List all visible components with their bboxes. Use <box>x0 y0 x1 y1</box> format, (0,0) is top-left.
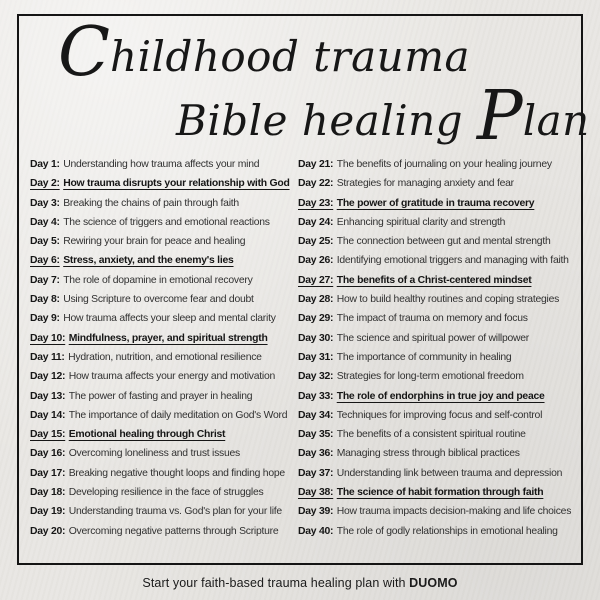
day-text: The benefits of a Christ-centered mindset <box>336 274 532 286</box>
title-line2-text: Bible healing <box>176 96 477 145</box>
day-item <box>298 174 578 193</box>
day-text: The power of fasting and prayer in healing <box>68 390 253 402</box>
day-text: The benefits of journaling on your healing journey <box>336 159 552 170</box>
day-text: Developing resilience in the face of struggles <box>68 487 264 499</box>
day-text: Hydration, nutrition, and emotional resilience <box>68 351 262 363</box>
day-label: Day 10: <box>30 332 66 344</box>
day-label: Day 5: <box>30 236 60 248</box>
day-label: Day 28: <box>298 294 334 306</box>
day-item <box>30 329 294 348</box>
day-label: Day 6: <box>30 255 60 267</box>
day-item <box>30 251 294 270</box>
day-label: Day 36: <box>298 448 334 460</box>
day-label: Day 15: <box>30 429 66 441</box>
day-text: How trauma affects your sleep and mental clarity <box>63 313 276 325</box>
day-label: Day 24: <box>298 216 334 228</box>
day-item <box>298 483 578 502</box>
day-item <box>298 406 578 425</box>
day-item <box>298 271 578 290</box>
day-label: Day 13: <box>30 390 66 402</box>
day-text: Managing stress through biblical practices <box>336 448 520 460</box>
day-item <box>298 348 578 367</box>
poster-title-line1 <box>58 13 471 93</box>
day-label: Day 40: <box>298 525 334 537</box>
day-text: The importance of community in healing <box>336 351 512 363</box>
day-item <box>30 444 294 463</box>
brand-name: DUOMO <box>409 576 458 590</box>
day-text: The importance of daily meditation on God's Word <box>68 409 288 421</box>
day-text: How trauma disrupts your relationship with God <box>63 178 290 190</box>
poster-title-line2 <box>176 77 590 157</box>
day-item <box>30 483 294 502</box>
day-text: The role of dopamine in emotional recovery <box>63 274 253 286</box>
day-label: Day 32: <box>298 371 334 383</box>
day-item <box>30 367 294 386</box>
day-text: Mindfulness, prayer, and spiritual strength <box>68 332 268 344</box>
day-item <box>298 251 578 270</box>
day-item <box>30 309 294 328</box>
days-column-left <box>30 155 294 541</box>
day-text: How trauma affects your energy and motivation <box>68 371 276 383</box>
day-label: Day 8: <box>30 294 60 306</box>
days-column-right <box>298 155 578 541</box>
day-text: Strategies for managing anxiety and fear <box>336 178 514 190</box>
day-label: Day 25: <box>298 236 334 248</box>
title-line1-text: hildhood trauma <box>110 32 471 81</box>
day-item <box>30 387 294 406</box>
day-label: Day 19: <box>30 506 66 518</box>
day-item <box>30 425 294 444</box>
day-text: The impact of trauma on memory and focus <box>336 313 528 325</box>
day-text: Stress, anxiety, and the enemy's lies <box>63 255 234 267</box>
day-text: Breaking the chains of pain through faith <box>63 197 239 209</box>
title-line2-rest: lan <box>522 96 590 145</box>
day-item <box>30 174 294 193</box>
day-label: Day 12: <box>30 371 66 383</box>
day-item <box>30 406 294 425</box>
day-label: Day 4: <box>30 216 60 228</box>
day-text: The connection between gut and mental strength <box>336 236 551 248</box>
day-label: Day 37: <box>298 467 334 479</box>
day-item <box>298 232 578 251</box>
day-text: The role of endorphins in true joy and peace <box>336 390 545 402</box>
day-text: Techniques for improving focus and self-control <box>336 409 543 421</box>
title-initial-p: P <box>476 77 523 157</box>
day-item <box>298 464 578 483</box>
day-item <box>30 502 294 521</box>
day-label: Day 1: <box>30 159 60 170</box>
day-label: Day 18: <box>30 487 66 499</box>
footer-text: Start your faith-based trauma healing plan with <box>142 576 410 590</box>
day-item <box>298 387 578 406</box>
day-item <box>298 194 578 213</box>
day-item <box>298 367 578 386</box>
title-initial-c: C <box>58 13 111 93</box>
day-label: Day 26: <box>298 255 334 267</box>
day-text: Understanding link between trauma and depression <box>336 467 563 479</box>
day-item <box>298 425 578 444</box>
day-label: Day 23: <box>298 197 334 209</box>
footer-cta <box>0 576 600 590</box>
day-text: Rewiring your brain for peace and healing <box>63 236 246 248</box>
day-item <box>30 194 294 213</box>
day-text: The power of gratitude in trauma recovery <box>336 197 535 209</box>
day-label: Day 16: <box>30 448 66 460</box>
day-text: Understanding trauma vs. God's plan for your life <box>68 506 282 518</box>
day-label: Day 38: <box>298 487 334 499</box>
day-label: Day 21: <box>298 159 334 170</box>
day-text: The benefits of a consistent spiritual routine <box>336 429 526 441</box>
day-label: Day 3: <box>30 197 60 209</box>
day-item <box>30 232 294 251</box>
day-item <box>30 522 294 541</box>
day-label: Day 27: <box>298 274 334 286</box>
day-item <box>298 290 578 309</box>
day-text: The science of triggers and emotional reactions <box>63 216 270 228</box>
day-text: Strategies for long-term emotional freedom <box>336 371 524 383</box>
day-label: Day 22: <box>298 178 334 190</box>
day-item <box>298 309 578 328</box>
day-text: The role of godly relationships in emotional healing <box>336 525 558 537</box>
day-item <box>298 444 578 463</box>
day-item <box>30 213 294 232</box>
day-item <box>298 213 578 232</box>
day-text: The science of habit formation through faith <box>336 487 544 499</box>
day-label: Day 31: <box>298 351 334 363</box>
day-label: Day 11: <box>30 351 65 363</box>
day-label: Day 34: <box>298 409 334 421</box>
day-text: Using Scripture to overcome fear and doubt <box>63 294 254 306</box>
day-text: The science and spiritual power of willpower <box>336 332 530 344</box>
day-text: Emotional healing through Christ <box>68 429 226 441</box>
day-label: Day 29: <box>298 313 334 325</box>
day-item <box>298 155 578 174</box>
day-item <box>30 155 294 174</box>
day-item <box>298 502 578 521</box>
day-text: Enhancing spiritual clarity and strength <box>336 216 506 228</box>
day-text: Understanding how trauma affects your mind <box>63 159 260 170</box>
day-text: How to build healthy routines and coping strategies <box>336 294 560 306</box>
day-label: Day 39: <box>298 506 334 518</box>
day-label: Day 14: <box>30 409 66 421</box>
day-text: Breaking negative thought loops and finding hope <box>68 467 285 479</box>
day-text: Overcoming loneliness and trust issues <box>68 448 240 460</box>
day-text: Overcoming negative patterns through Scripture <box>68 525 279 537</box>
day-item <box>298 329 578 348</box>
day-item <box>30 464 294 483</box>
day-label: Day 33: <box>298 390 334 402</box>
day-label: Day 35: <box>298 429 334 441</box>
day-text: How trauma impacts decision-making and life choices <box>336 506 572 518</box>
day-text: Identifying emotional triggers and managing with faith <box>336 255 569 267</box>
day-item <box>30 290 294 309</box>
day-label: Day 2: <box>30 178 60 190</box>
day-item <box>298 522 578 541</box>
day-label: Day 9: <box>30 313 60 325</box>
day-label: Day 20: <box>30 525 66 537</box>
day-item <box>30 271 294 290</box>
day-label: Day 7: <box>30 274 60 286</box>
day-label: Day 30: <box>298 332 334 344</box>
day-item <box>30 348 294 367</box>
day-label: Day 17: <box>30 467 66 479</box>
